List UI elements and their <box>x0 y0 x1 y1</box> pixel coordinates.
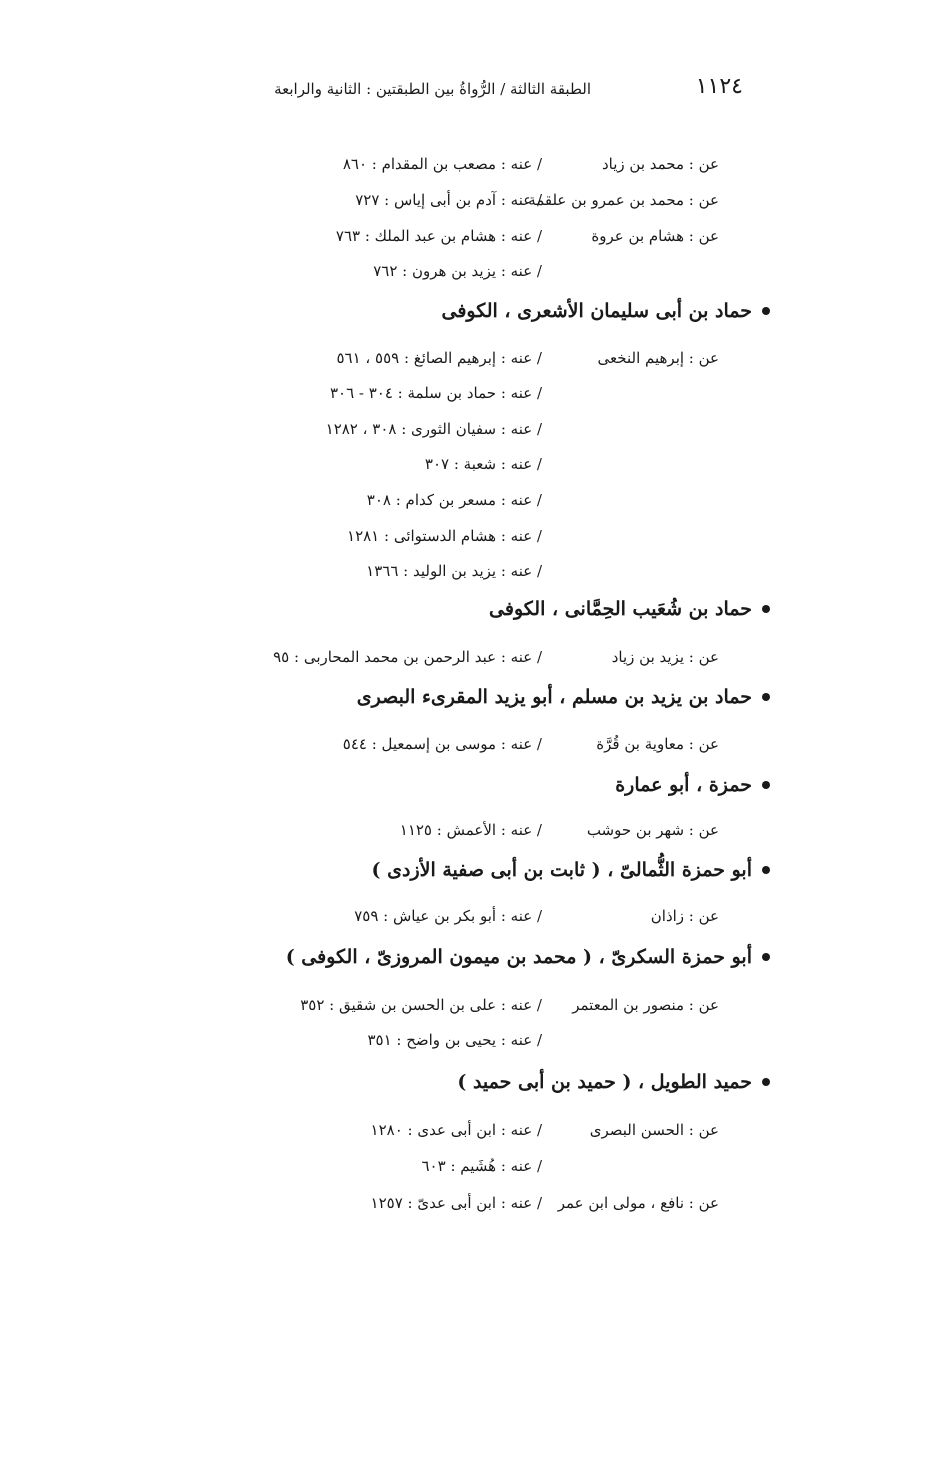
entry-left: / عنه : عبد الرحمن بن محمد المحاربى : ٩٥ <box>273 648 542 666</box>
entry-right: عن : محمد بن زياد <box>601 155 719 173</box>
entry-right: عن : يزيد بن زياد <box>611 648 719 666</box>
narrator-heading <box>286 946 770 968</box>
entry-left: / عنه : مسعر بن كدام : ٣٠٨ <box>366 491 542 509</box>
entry-right: عن : معاوية بن قُرَّة <box>596 735 719 753</box>
entry-left: / عنه : على بن الحسن بن شقيق : ٣٥٢ <box>300 996 542 1014</box>
entry-right: عن : نافع ، مولى ابن عمر <box>557 1194 719 1212</box>
entry-right: عن : شهر بن حوشب <box>586 821 719 839</box>
bullet-icon <box>762 693 770 701</box>
page-number: ١١٢٤ <box>695 74 743 99</box>
narrator-heading <box>457 1071 770 1093</box>
narrator-name: حمزة ، أبو عمارة <box>615 774 752 796</box>
narrator-heading <box>357 686 770 708</box>
entry-left: / عنه : الأعمش : ١١٢٥ <box>399 821 542 839</box>
narrator-name: حماد بن أبى سليمان الأشعرى ، الكوفى <box>441 300 752 322</box>
entry-right: عن : محمد بن عمرو بن علقمة <box>528 191 719 209</box>
entry-left: / عنه : هشام بن عبد الملك : ٧٦٣ <box>335 227 542 245</box>
entry-left: / عنه : مصعب بن المقدام : ٨٦٠ <box>342 155 542 173</box>
narrator-name: حميد الطويل ، ( حميد بن أبى حميد ) <box>457 1071 752 1093</box>
narrator-name: حماد بن يزيد بن مسلم ، أبو يزيد المقرىء البصرى <box>356 686 752 708</box>
entry-left: / عنه : ابن أبى عدى : ١٢٨٠ <box>370 1121 542 1139</box>
bullet-icon <box>762 605 770 613</box>
entry-left: / عنه : سفيان الثورى : ٣٠٨ ، ١٢٨٢ <box>325 420 542 438</box>
narrator-heading <box>615 774 770 796</box>
entry-left: / عنه : أبو بكر بن عياش : ٧٥٩ <box>354 907 542 925</box>
running-header: الطبقة الثالثة / الرُّواةُ بين الطبقتين : الثانية والرابعة <box>274 80 591 98</box>
bullet-icon <box>762 953 770 961</box>
entry-left: / عنه : يزيد بن الوليد : ١٣٦٦ <box>366 562 542 580</box>
bullet-icon <box>762 866 770 874</box>
entry-left: / عنه : هُشَيم : ٦٠٣ <box>421 1157 542 1175</box>
narrator-heading <box>489 598 770 620</box>
entry-left: / عنه : إبرهيم الصائغ : ٥٥٩ ، ٥٦١ <box>336 349 542 367</box>
entry-right: عن : هشام بن عروة <box>591 227 719 245</box>
narrator-name: أبو حمزة الثُّمالىّ ، ( ثابت بن أبى صفية الأزدى ) <box>371 859 752 881</box>
entry-right: عن : زاذان <box>650 907 719 925</box>
entry-left: / عنه : حماد بن سلمة : ٣٠٤ - ٣٠٦ <box>329 384 542 402</box>
entry-left: / عنه : شعبة : ٣٠٧ <box>424 455 542 473</box>
entry-left: / عنه : ابن أبى عدىّ : ١٢٥٧ <box>370 1194 542 1212</box>
entry-left: / عنه : يزيد بن هرون : ٧٦٢ <box>373 262 542 280</box>
narrator-heading <box>442 300 770 322</box>
bullet-icon <box>762 307 770 315</box>
narrator-name: أبو حمزة السكرىّ ، ( محمد بن ميمون المروزىّ ، الكوفى ) <box>285 946 752 968</box>
entry-left: / عنه : موسى بن إسمعيل : ٥٤٤ <box>342 735 542 753</box>
entry-right: عن : الحسن البصرى <box>589 1121 719 1139</box>
entry-left: / عنه : يحيى بن واضح : ٣٥١ <box>367 1031 542 1049</box>
entry-right: عن : منصور بن المعتمر <box>572 996 719 1014</box>
bullet-icon <box>762 781 770 789</box>
narrator-name: حماد بن شُعَيب الحِمَّانى ، الكوفى <box>489 598 752 620</box>
entry-left: / عنه : هشام الدستوائى : ١٢٨١ <box>347 527 542 545</box>
entry-left: / عنه : آدم بن أبى إياس : ٧٢٧ <box>355 191 542 209</box>
entry-right: عن : إبرهيم النخعى <box>597 349 719 367</box>
bullet-icon <box>762 1078 770 1086</box>
narrator-heading <box>372 859 770 881</box>
